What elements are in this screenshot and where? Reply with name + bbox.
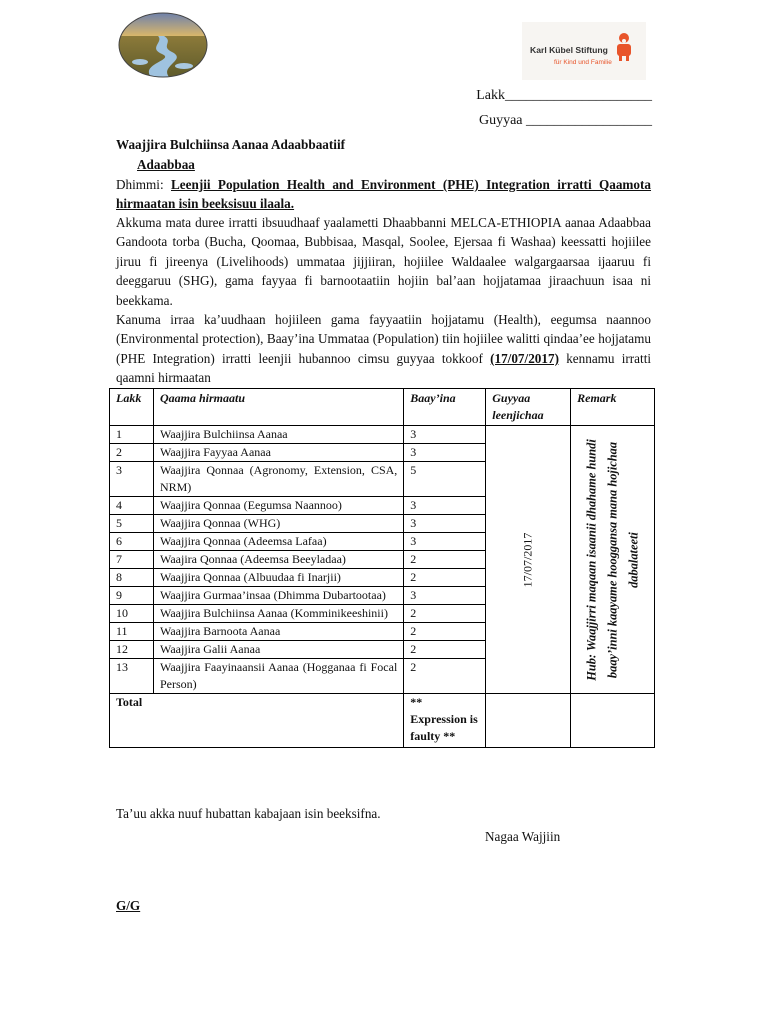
body-paragraph-2-text: Kanuma irraa ka’uudhaan hojiileen gama fayyaatiin hojjatamu (Health), eegumsa naannoo (Environmental protection), Baay’ina Ummataa (Population) tiin hojiilee walitti qindaa’ee hojjatamu (PHE Integration) irratti leenjii hubannoo cimsu guyyaa tokkoof	[116, 312, 651, 366]
header-remark: Remark	[571, 389, 655, 426]
row-count: 3	[404, 515, 486, 533]
reference-number-line: Lakk_____________________	[476, 88, 652, 103]
landscape-river-logo	[118, 12, 208, 78]
subject	[116, 175, 651, 214]
row-participant: Waajjira Bulchiinsa Aanaa	[153, 426, 403, 444]
row-number: 4	[110, 497, 154, 515]
row-number: 8	[110, 569, 154, 587]
row-participant: Waajjira Gurmaa’insaa (Dhimma Dubartootaa)	[153, 587, 403, 605]
row-number: 3	[110, 462, 154, 497]
row-number: 9	[110, 587, 154, 605]
row-count: 2	[404, 641, 486, 659]
table-header-row	[110, 389, 655, 426]
total-label: Total	[110, 694, 404, 748]
row-count: 2	[404, 659, 486, 694]
row-number: 10	[110, 605, 154, 623]
row-participant: Waajjira Faayinaansii Aanaa (Hogganaa fi Focal Person)	[153, 659, 403, 694]
row-participant: Waajira Qonnaa (Adeemsa Beeyladaa)	[153, 551, 403, 569]
subject-text: Leenjii Population Health and Environment (PHE) Integration irratti Qaamota hirmaatan isin beeksisuu ilaala.	[116, 177, 652, 212]
training-date-cell	[486, 426, 571, 694]
row-participant: Waajjira Barnoota Aanaa	[153, 623, 403, 641]
row-number: 5	[110, 515, 154, 533]
row-number: 7	[110, 551, 154, 569]
row-number: 13	[110, 659, 154, 694]
body-paragraph-1: Akkuma mata duree irratti ibsuudhaaf yaalametti Dhaabbanni MELCA-ETHIOPIA aanaa Adaabbaa Gandoota torba (Bucha, Qoomaa, Bubbisaa, Masqal, Soolee, Ejersaa fi Washaa) keessatti hojiilee jiruu fi jireenya (Livelihoods) ummataa jijjiiran, hojiilee Waldaalee walgargaarsaa ijaaruu fi deeggaruu (SHG), gama fayyaa fi barnootaatiin hojiin bal’aan hojjatamaa jiraachuun isaa ni beekkama.	[116, 215, 651, 308]
body-paragraph-2-end: kennamu irratti qaamni hirmaatan	[116, 350, 652, 386]
karl-kubel-stiftung-logo	[522, 22, 646, 80]
row-count: 2	[404, 623, 486, 641]
header-guyyaa: Guyyaa leenjichaa	[486, 389, 571, 426]
row-participant: Waajjira Fayyaa Aanaa	[153, 444, 403, 462]
row-number: 11	[110, 623, 154, 641]
participants-table	[109, 388, 655, 748]
total-empty-cell	[486, 694, 571, 748]
carbon-copy-label: G/G	[116, 898, 141, 913]
header-baayina: Baay’ina	[404, 389, 486, 426]
row-count: 3	[404, 497, 486, 515]
addressee-line-1: Waajjira Bulchiinsa Aanaa Adaabbaatiif	[116, 137, 345, 152]
closing-greeting: Nagaa Wajjiin	[485, 829, 561, 844]
total-empty-cell	[571, 694, 655, 748]
remark-note	[581, 439, 644, 681]
remark-line: baay’inni kaayame hooggansa mana hojichaa	[605, 441, 620, 678]
row-number: 12	[110, 641, 154, 659]
row-participant: Waajjira Qonnaa (Albuudaa fi Inarjii)	[153, 569, 403, 587]
table-total-row	[110, 694, 655, 748]
row-number: 1	[110, 426, 154, 444]
row-participant: Waajjira Bulchiinsa Aanaa (Komminikeeshinii)	[153, 605, 403, 623]
logo-subtitle: für Kind und Familie	[554, 59, 612, 66]
remark-cell	[571, 426, 655, 694]
row-count: 2	[404, 605, 486, 623]
row-number: 6	[110, 533, 154, 551]
row-count: 5	[404, 462, 486, 497]
row-count: 3	[404, 533, 486, 551]
row-count: 3	[404, 444, 486, 462]
row-participant: Waajjira Qonnaa (Adeemsa Lafaa)	[153, 533, 403, 551]
row-participant: Waajjira Qonnaa (Eegumsa Naannoo)	[153, 497, 403, 515]
total-value: ** Expression is faulty **	[404, 694, 486, 748]
row-participant: Waajjira Galii Aanaa	[153, 641, 403, 659]
row-number: 2	[110, 444, 154, 462]
row-participant: Waajjira Qonnaa (WHG)	[153, 515, 403, 533]
row-participant: Waajjira Qonnaa (Agronomy, Extension, CSA, NRM)	[153, 462, 403, 497]
header-qaama: Qaama hirmaatu	[153, 389, 403, 426]
logo-title: Karl Kübel Stiftung	[530, 45, 608, 55]
body-paragraph-2	[116, 310, 651, 388]
table-row	[110, 426, 655, 444]
row-count: 2	[404, 569, 486, 587]
closing-line: Ta’uu akka nuuf hubattan kabajaan isin beeksifna.	[116, 806, 381, 821]
row-count: 2	[404, 551, 486, 569]
remark-line: dabalateeti	[626, 531, 641, 588]
remark-line: Hub: Waajjirri maqaan isaanii dhahame hundi	[584, 438, 599, 681]
row-count: 3	[404, 587, 486, 605]
addressee-line-2: Adaabbaa	[137, 157, 195, 172]
training-date: 17/07/2017	[520, 532, 535, 587]
row-count: 3	[404, 426, 486, 444]
header-lakk: Lakk	[110, 389, 154, 426]
subject-label: Dhimmi:	[116, 177, 164, 192]
date-line: Guyyaa __________________	[478, 113, 652, 128]
training-date-inline: (17/07/2017)	[490, 350, 559, 366]
